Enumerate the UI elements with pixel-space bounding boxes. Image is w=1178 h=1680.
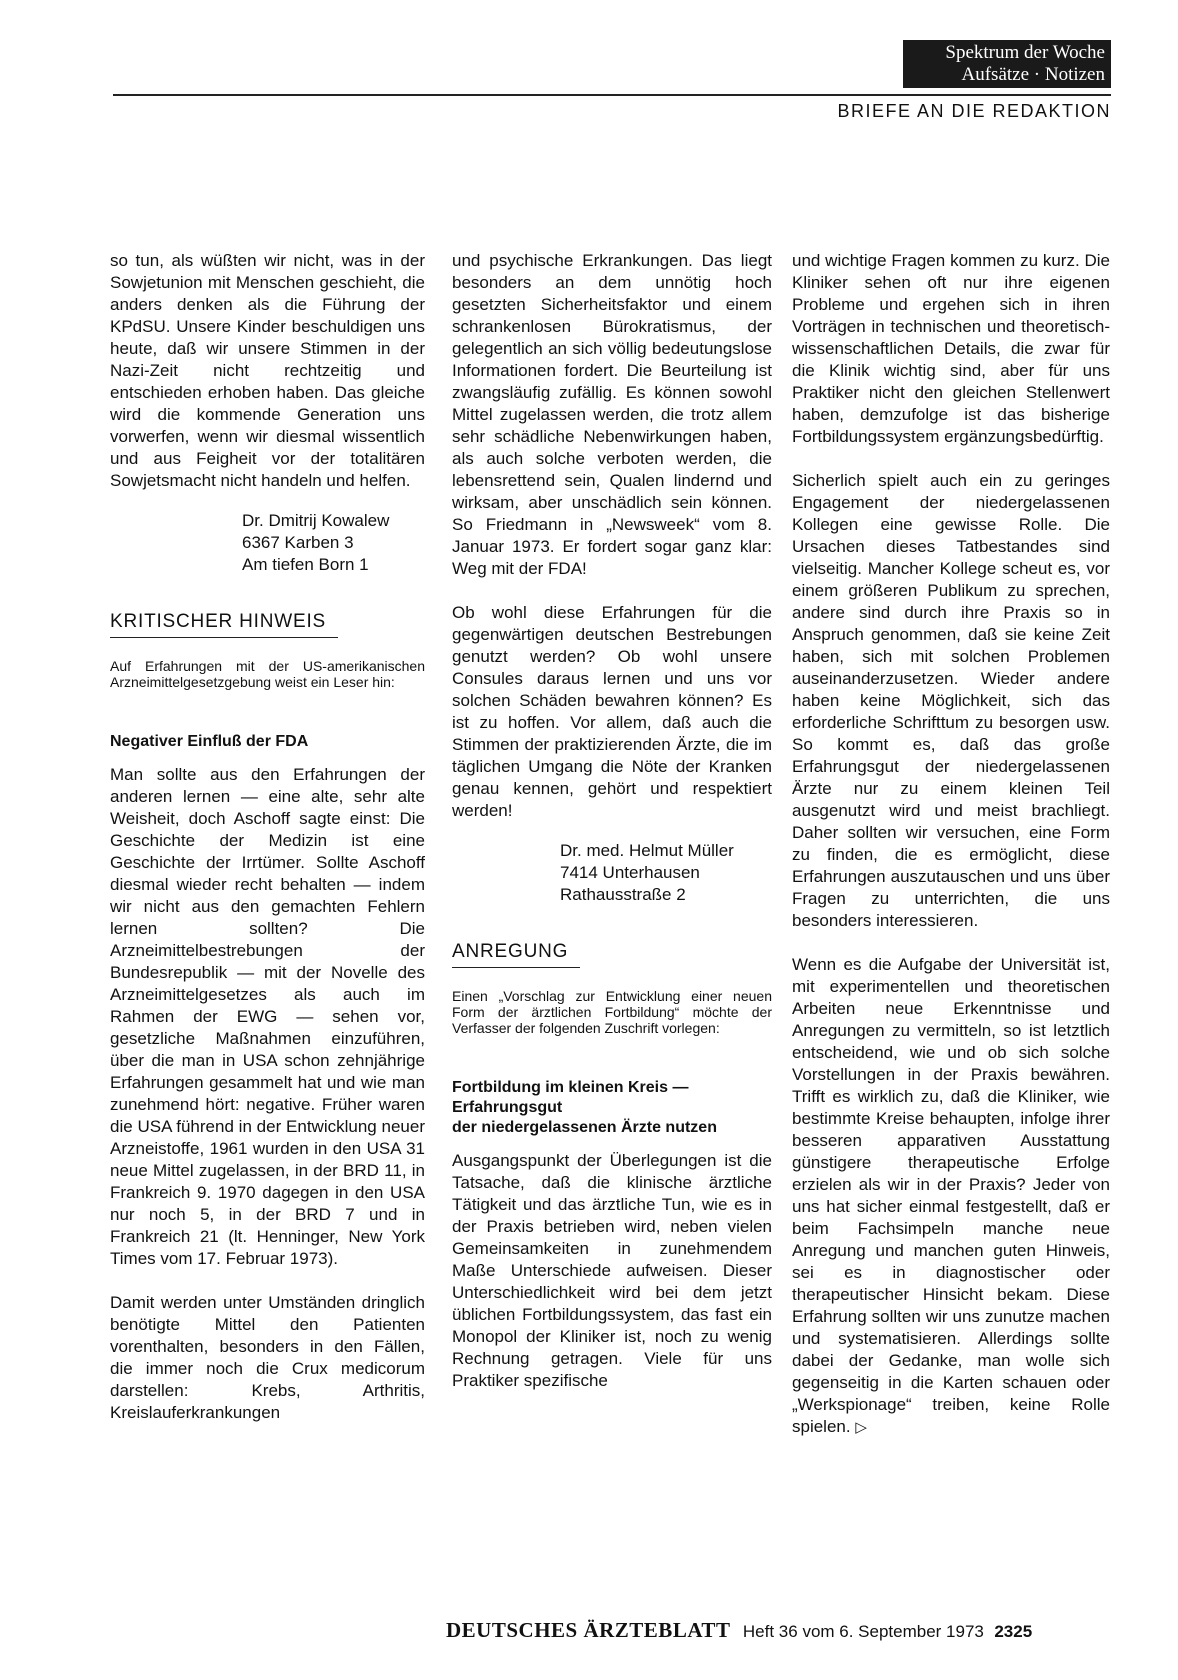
col2-paragraph-2: Ob wohl diese Erfahrungen für die gegenwärtigen deutschen Bestrebungen genutzt werden? Ob wohl unsere Consules daraus lernen und uns vor solchen Schäden bewahren können? Es ist zu hoffen. Vor allem, daß auch die Stimmen der praktizierenden Ärzte, die im täglichen Umgang die Nöte der Kranken genau kennen, gehört und respektiert werden! xyxy=(452,603,772,820)
col3-paragraph-3-wrap xyxy=(792,954,1110,1439)
col1-intro: Auf Erfahrungen mit der US-amerikanischen Arzneimittelgesetzgebung weist ein Leser hin: xyxy=(110,658,425,690)
signature-line: Dr. Dmitrij Kowalew xyxy=(242,511,390,530)
rubric-anregung-wrap xyxy=(452,940,772,968)
rubric-anregung: ANREGUNG xyxy=(452,940,580,968)
col3-paragraph-1: und wichtige Fragen kommen zu kurz. Die Kliniker sehen oft nur ihre eigenen Probleme und ergehen sich in ihren Vorträgen in technischen und theoretisch-wissenschaftlichen Details, die zwar für die Klinik wichtig sind, aber für uns Praktiker nicht den gleichen Stellenwert haben, demzufolge ist das bisherige Fortbildungssystem ergänzungsbedürftig. xyxy=(792,251,1110,446)
signature-line: Rathausstraße 2 xyxy=(560,885,686,904)
subheading-line: der niedergelassenen Ärzte nutzen xyxy=(452,1119,717,1136)
page-number: 2325 xyxy=(994,1622,1033,1641)
section-header-box xyxy=(903,40,1111,88)
col3-paragraph-3: Wenn es die Aufgabe der Universität ist, mit experimentellen und theoretischen Arbeiten neue Erkenntnisse und Anregungen zu vermitteln, so ist letztlich entscheidend, wie und ob sich solche Vorstellungen in der Praxis bewähren. Trifft es wirklich zu, daß die Kliniker, wie bestimmte Kreise behaupten, infolge ihrer besseren apparativen Ausstattung günstigere therapeutische Erfolge erzielen als wir in der Praxis? Jeder von uns hat sicher einmal festgestellt, daß er beim Fachsimpeln manche neue Anregung und manchen guten Hinweis, sei es in diagnostischer oder therapeutischer Hinsicht bekam. Diese Erfahrung sollten wir uns zunutze machen und systematisieren. Allerdings sollte dabei der Gedanke, man wolle sich gegenseitig in die Karten schauen oder „Werkspionage“ treiben, keine Rolle spielen. xyxy=(792,955,1110,1436)
rubric-kritischer-hinweis: KRITISCHER HINWEIS xyxy=(110,610,338,638)
signature-line: Am tiefen Born 1 xyxy=(242,555,369,574)
journal-title: DEUTSCHES ÄRZTEBLATT xyxy=(446,1618,731,1642)
col1-paragraph-2: Man sollte aus den Erfahrungen der anderen lernen — eine alte, sehr alte Weisheit, doch Aschoff sagte einst: Die Geschichte der Medizin ist eine Geschichte der Irrtümer. Sollte Aschoff diesmal wieder recht behalten — indem wir nicht aus den gemachten Fehlern lernen sollten? Die Arzneimittelbestrebungen der Bundesrepublik — mit der Novelle des Arzneimittelgesetzes als auch im Rahmen der EWG — sehen vor, gesetzliche Maßnahmen einzuführen, über die man in USA schon zehnjährige Erfahrungen gesammelt hat und wie man zunehmend hört: negative. Früher waren die USA führend in der Entwicklung neuer Arzneistoffe, 1961 wurden in den USA 31 neue Mittel zugelassen, in der BRD 11, in Frankreich 9. 1970 dagegen in den USA nur noch 5, in der BRD 7 und in Frankreich 21 (lt. Henninger, New York Times vom 17. Februar 1973). xyxy=(110,765,425,1268)
col1-subheading: Negativer Einfluß der FDA xyxy=(110,733,309,750)
col2-paragraph-1: und psychische Erkrankungen. Das liegt besonders an dem unnötig hoch gesetzten Sicherheitsfaktor und einem schrankenlosen Bürokratismus, der gelegentlich an sich völlig bedeutungslose Informationen fordert. Die Beurteilung ist zwangsläufig zufällig. Es können sowohl Mittel zugelassen werden, die trotz allem sehr schädliche Nebenwirkungen haben, als auch solche verboten werden, die lebensrettend sein, Qualen lindernd und wirksam, aber unschädlich sein können. So Friedmann in „Newsweek“ vom 8. Januar 1973. Er fordert sogar ganz klar: Weg mit der FDA! xyxy=(452,251,772,578)
signature-mueller xyxy=(452,840,772,906)
col2-subheading xyxy=(452,1078,772,1138)
header-box-line1: Spektrum der Woche xyxy=(945,42,1105,63)
header-box-line2: Aufsätze · Notizen xyxy=(961,64,1105,85)
col2-intro: Einen „Vorschlag zur Entwicklung einer neuen Form der ärztlichen Fortbildung“ möchte der Verfasser der folgenden Zuschrift vorlegen: xyxy=(452,988,772,1036)
section-label: BRIEFE AN DIE REDAKTION xyxy=(837,101,1111,121)
col1-paragraph-3: Damit werden unter Umständen dringlich benötigte Mittel den Patienten vorenthalten, besonders in den Fällen, die immer noch die Crux medicorum darstellen: Krebs, Arthritis, Kreislauferkrankungen xyxy=(110,1293,425,1422)
col3-paragraph-2: Sicherlich spielt auch ein zu geringes Engagement der niedergelassenen Kollegen eine gewisse Rolle. Die Ursachen dieses Tatbestandes sind vielseitig. Mancher Kollege scheut es, vor einem größeren Publikum zu sprechen, andere sind durch ihre Praxis so in Anspruch genommen, daß sie keine Zeit haben, sich mit solchen Problemen auseinanderzusetzen. Wieder andere haben keine Möglichkeit, sich das erforderliche Schrifttum zu besorgen usw. So kommt es, daß das große Erfahrungsgut der niedergelassenen Ärzte nur zu einem kleinen Teil ausgenutzt wird und meist brachliegt. Daher sollten wir versuchen, eine Form zu finden, die es ermöglicht, diese Erfahrungen auszutauschen und uns über Fragen zu unterrichten, die uns besonders interessieren. xyxy=(792,471,1110,930)
subheading-line: Fortbildung im kleinen Kreis — xyxy=(452,1079,689,1096)
column-2 xyxy=(452,250,772,1392)
continue-arrow-icon: ▷ xyxy=(855,1419,867,1436)
signature-line: Dr. med. Helmut Müller xyxy=(560,841,734,860)
column-3 xyxy=(792,250,1110,1439)
rubric-kritischer-hinweis-wrap xyxy=(110,610,425,638)
page-footer xyxy=(446,1618,1032,1645)
column-1 xyxy=(110,250,425,1424)
col2-paragraph-3: Ausgangspunkt der Überlegungen ist die Tatsache, daß die klinische ärztliche Tätigkeit und das ärztliche Tun, wie es in der Praxis betrieben wird, neben vielen Gemeinsamkeiten in zunehmendem Maße Unterschiede aufweisen. Dieser Unterschiedlichkeit wird bei dem jetzt üblichen Fortbildungssystem, das fast ein Monopol der Kliniker ist, noch zu wenig Rechnung getragen. Viele für uns Praktiker spezifische xyxy=(452,1151,772,1390)
subheading-line: Erfahrungsgut xyxy=(452,1099,563,1116)
signature-line: 6367 Karben 3 xyxy=(242,533,354,552)
signature-kowalew xyxy=(110,510,425,576)
signature-line: 7414 Unterhausen xyxy=(560,863,700,882)
col1-paragraph-1: so tun, als wüßten wir nicht, was in der Sowjetunion mit Menschen geschieht, die anders denken als die Führung der KPdSU. Unsere Kinder beschuldigen uns heute, daß wir unsere Stimmen in der Nazi-Zeit nicht rechtzeitig und entschieden erhoben haben. Das gleiche wird die kommende Generation uns vorwerfen, wenn wir diesmal wissentlich und aus Feigheit vor der totalitären Sowjetsmacht nicht handeln und helfen. xyxy=(110,251,425,490)
issue-info: Heft 36 vom 6. September 1973 xyxy=(742,1622,984,1641)
header-rule xyxy=(113,94,1111,96)
